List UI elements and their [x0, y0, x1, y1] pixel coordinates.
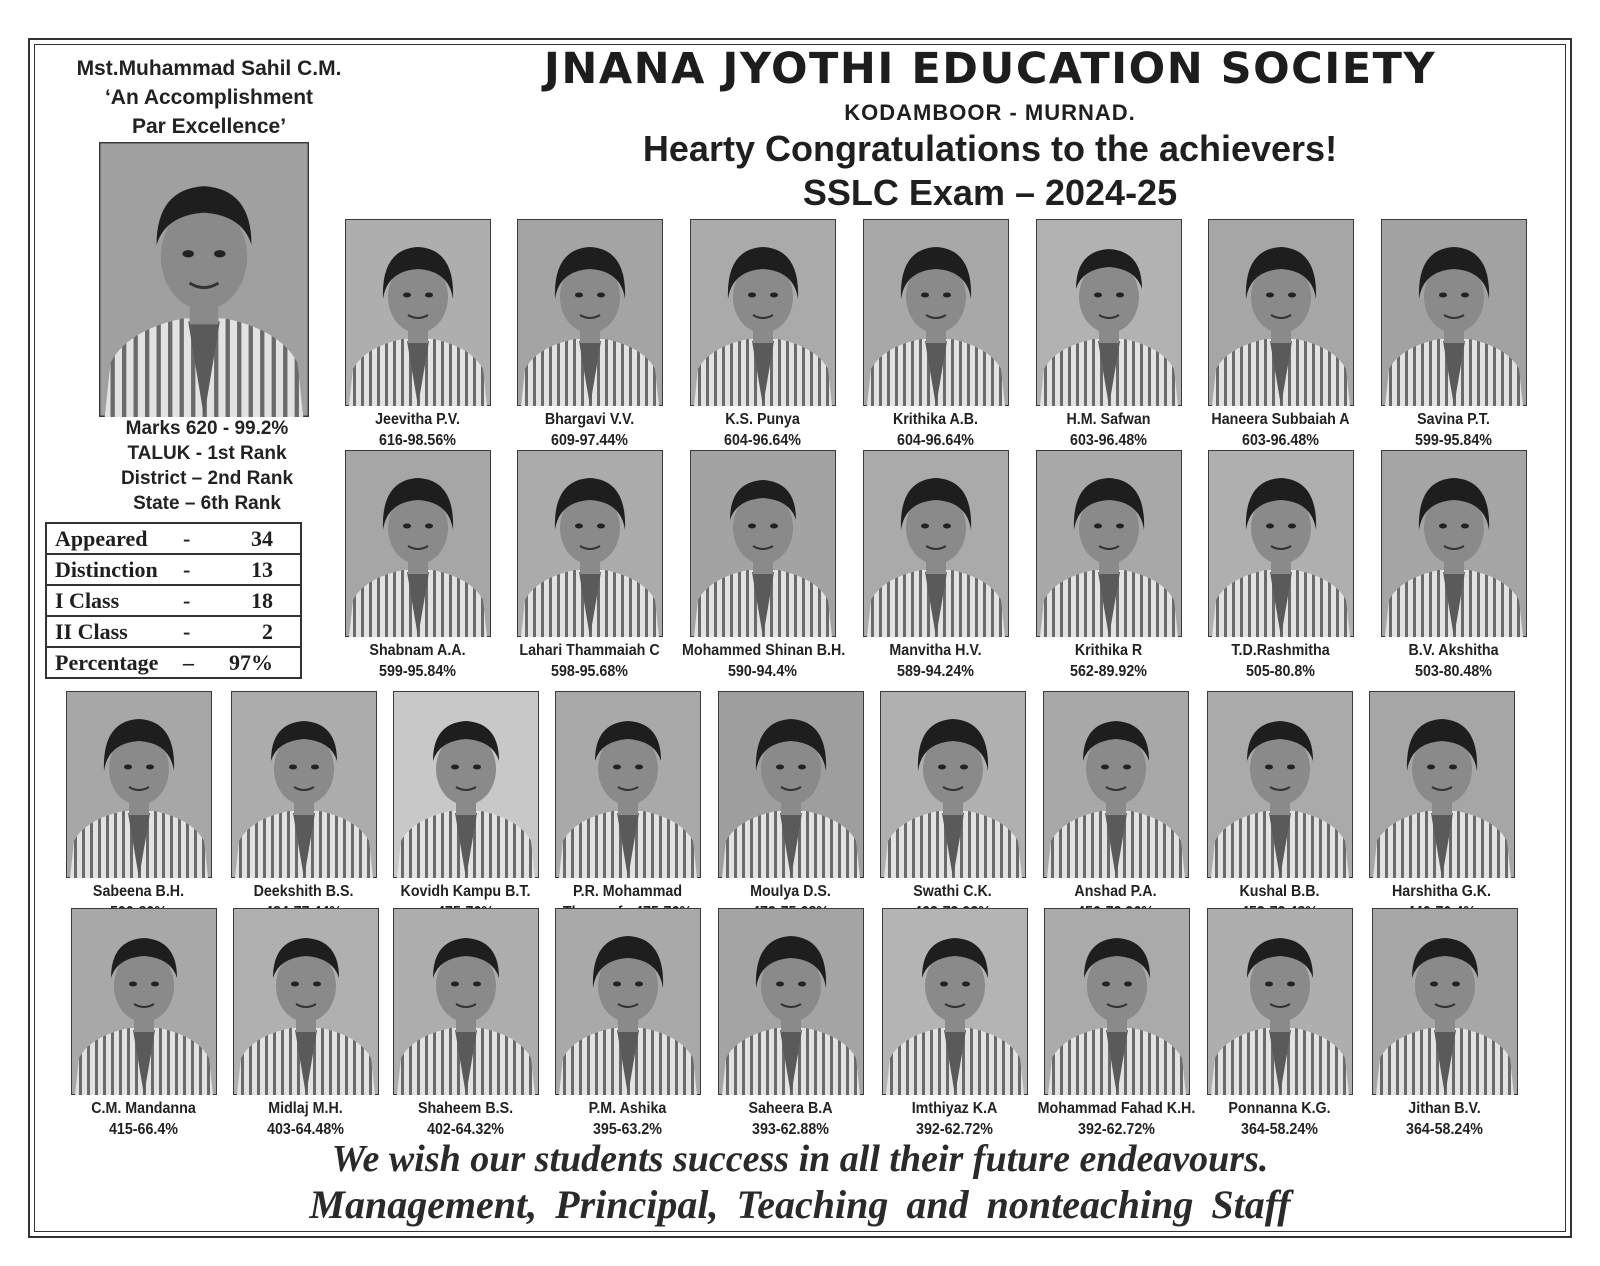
- student-photo: [1207, 908, 1353, 1095]
- student-photo: [880, 691, 1026, 878]
- student-card: [865, 691, 1040, 923]
- topper-taluk-rank: TALUK - 1st Rank: [127, 443, 287, 464]
- student-photo: [863, 450, 1009, 637]
- topper-state-rank: State – 6th Rank: [133, 493, 281, 514]
- student-name: B.V. Akshitha: [1408, 642, 1499, 659]
- student-photo: [1372, 908, 1518, 1095]
- student-card: [675, 450, 850, 682]
- student-card: [330, 450, 505, 682]
- student-photo: [71, 908, 217, 1095]
- student-score: 599-95.84%: [379, 663, 456, 680]
- student-photo: [1207, 691, 1353, 878]
- student-score: 603-96.48%: [1070, 432, 1147, 449]
- student-name: Ponnanna K.G.: [1228, 1100, 1331, 1117]
- student-card: [1193, 219, 1368, 451]
- student-photo: [718, 691, 864, 878]
- student-card: [867, 908, 1042, 1140]
- topper-photo: [99, 142, 309, 417]
- stats-dash: -: [183, 556, 191, 582]
- student-photo: [718, 908, 864, 1095]
- student-card: [1366, 450, 1541, 682]
- student-photo: [882, 908, 1028, 1095]
- student-photo: [863, 219, 1009, 406]
- stats-row: [46, 647, 301, 678]
- student-score: 395-63.2%: [593, 1121, 662, 1138]
- student-score: 403-64.48%: [267, 1121, 344, 1138]
- footer-wish: We wish our students success in all their future endeavours.: [331, 1138, 1269, 1180]
- student-card: [216, 691, 391, 923]
- student-photo: [231, 691, 377, 878]
- stats-row: [46, 523, 301, 554]
- student-name: Krithika A.B.: [892, 411, 979, 428]
- student-score: 364-58.24%: [1241, 1121, 1318, 1138]
- stats-value: 18: [251, 587, 273, 613]
- student-photo: [690, 450, 836, 637]
- society-title: JNANA JYOTHI EDUCATION SOCIETY: [543, 44, 1437, 94]
- student-card: [51, 691, 226, 923]
- student-card: [502, 450, 677, 682]
- student-photo: [1044, 908, 1190, 1095]
- topper-tagline-2: Par Excellence’: [131, 115, 287, 138]
- results-summary-table: [45, 522, 302, 679]
- student-score: 616-98.56%: [379, 432, 456, 449]
- stats-label: Appeared: [55, 525, 148, 551]
- student-name: Anshad P.A.: [1074, 883, 1157, 900]
- student-photo: [345, 450, 491, 637]
- topper-caption: [42, 54, 376, 141]
- student-photo: [393, 691, 539, 878]
- student-photo: [1208, 450, 1354, 637]
- topper-marks: Marks 620 - 99.2%: [125, 418, 289, 439]
- student-name: Haneera Subbaiah A: [1211, 411, 1350, 428]
- student-name: H.M. Safwan: [1066, 411, 1151, 428]
- student-score: 402-64.32%: [427, 1121, 504, 1138]
- student-photo: [1036, 219, 1182, 406]
- student-name: Sabeena B.H.: [92, 883, 185, 900]
- student-photo: [1381, 219, 1527, 406]
- student-photo: [1043, 691, 1189, 878]
- stats-dash: -: [183, 587, 191, 613]
- student-card: [1028, 691, 1203, 923]
- student-name: Jeevitha P.V.: [375, 411, 460, 428]
- student-name: Jithan B.V.: [1408, 1100, 1481, 1117]
- congrats-heading: Hearty Congratulations to the achievers!: [642, 128, 1338, 169]
- student-card: [1193, 450, 1368, 682]
- student-card: [848, 219, 1023, 451]
- student-name: Midlaj M.H.: [268, 1100, 343, 1117]
- student-card: [1029, 908, 1204, 1140]
- student-name: P.M. Ashika: [588, 1100, 667, 1117]
- student-score: 590-94.4%: [728, 663, 797, 680]
- society-location: KODAMBOOR - MURNAD.: [844, 100, 1136, 125]
- student-card: [56, 908, 231, 1140]
- stats-dash: –: [183, 649, 194, 675]
- topper-tagline-1: ‘An Accomplishment: [104, 86, 314, 109]
- stats-row: [46, 616, 301, 647]
- student-name: Mohammad Fahad K.H.: [1037, 1100, 1196, 1117]
- student-photo: [345, 219, 491, 406]
- student-name: Saheera B.A: [748, 1100, 833, 1117]
- student-photo: [1381, 450, 1527, 637]
- student-name: Imthiyaz K.A: [911, 1100, 998, 1117]
- student-name: Shabnam A.A.: [369, 642, 466, 659]
- student-photo: [517, 219, 663, 406]
- student-score: 393-62.88%: [752, 1121, 829, 1138]
- student-score: 392-62.72%: [1078, 1121, 1155, 1138]
- student-score: 562-89.92%: [1070, 663, 1147, 680]
- student-name: Bhargavi V.V.: [544, 411, 635, 428]
- student-card: [1354, 691, 1529, 923]
- student-photo: [393, 908, 539, 1095]
- student-photo: [555, 908, 701, 1095]
- student-name: Kovidh Kampu B.T.: [400, 883, 531, 900]
- student-photo: [66, 691, 212, 878]
- student-name: Krithika R: [1074, 642, 1143, 659]
- student-card: [378, 908, 553, 1140]
- student-score: 505-80.8%: [1246, 663, 1315, 680]
- student-name: K.S. Punya: [725, 411, 800, 428]
- stats-row: [46, 585, 301, 616]
- stats-row: [46, 554, 301, 585]
- student-card: [1192, 691, 1367, 923]
- student-score: 364-58.24%: [1406, 1121, 1483, 1138]
- student-card: [540, 908, 715, 1140]
- student-card: [1021, 450, 1196, 682]
- student-photo: [233, 908, 379, 1095]
- student-card: [378, 691, 553, 923]
- student-card: [502, 219, 677, 451]
- student-name: C.M. Mandanna: [91, 1100, 196, 1117]
- topper-district-rank: District – 2nd Rank: [120, 468, 294, 489]
- stats-value: 97%: [229, 649, 273, 675]
- student-name: Mohammed Shinan B.H.: [682, 642, 846, 659]
- stats-value: 2: [262, 618, 273, 644]
- student-name: Lahari Thammaiah C: [519, 642, 660, 659]
- student-card: [330, 219, 505, 451]
- student-card: [1192, 908, 1367, 1140]
- topper-name: Mst.Muhammad Sahil C.M.: [76, 57, 342, 80]
- student-score: 598-95.68%: [551, 663, 628, 680]
- footer-signoff: Management, Principal, Teaching and nonteaching Staff: [309, 1182, 1291, 1227]
- student-score: 415-66.4%: [109, 1121, 178, 1138]
- student-card: [218, 908, 393, 1140]
- student-score: 392-62.72%: [916, 1121, 993, 1138]
- student-name: Manvitha H.V.: [889, 642, 982, 659]
- student-photo: [555, 691, 701, 878]
- student-photo: [690, 219, 836, 406]
- student-name: T.D.Rashmitha: [1231, 642, 1330, 659]
- student-card: [703, 691, 878, 923]
- student-name: Harshitha G.K.: [1391, 883, 1492, 900]
- student-name: Kushal B.B.: [1239, 883, 1320, 900]
- stats-label: II Class: [55, 618, 128, 644]
- student-name: Shaheem B.S.: [417, 1100, 514, 1117]
- student-card: [540, 691, 715, 923]
- student-score: 589-94.24%: [897, 663, 974, 680]
- student-score: 609-97.44%: [551, 432, 628, 449]
- student-name: Moulya D.S.: [750, 883, 831, 900]
- stats-value: 13: [251, 556, 273, 582]
- stats-label: I Class: [55, 587, 120, 613]
- student-card: [1366, 219, 1541, 451]
- student-card: [703, 908, 878, 1140]
- topper-results: [82, 416, 332, 516]
- student-score: 603-96.48%: [1242, 432, 1319, 449]
- student-score: 503-80.48%: [1415, 663, 1492, 680]
- student-name: P.R. Mohammad: [572, 883, 683, 900]
- student-name: Savina P.T.: [1417, 411, 1490, 428]
- student-photo: [517, 450, 663, 637]
- stats-dash: -: [183, 618, 191, 644]
- stats-label: Distinction: [55, 556, 158, 582]
- student-name: Swathi C.K.: [913, 883, 992, 900]
- student-photo: [1036, 450, 1182, 637]
- student-card: [1357, 908, 1532, 1140]
- student-photo: [1369, 691, 1515, 878]
- student-card: [848, 450, 1023, 682]
- student-score: 604-96.64%: [724, 432, 801, 449]
- student-name: Deekshith B.S.: [253, 883, 354, 900]
- student-card: [675, 219, 850, 451]
- stats-value: 34: [251, 525, 273, 551]
- student-score: 604-96.64%: [897, 432, 974, 449]
- exam-heading: SSLC Exam – 2024-25: [802, 172, 1178, 213]
- student-score: 599-95.84%: [1415, 432, 1492, 449]
- stats-label: Percentage: [55, 649, 159, 675]
- student-photo: [1208, 219, 1354, 406]
- stats-dash: -: [183, 525, 191, 551]
- student-card: [1021, 219, 1196, 451]
